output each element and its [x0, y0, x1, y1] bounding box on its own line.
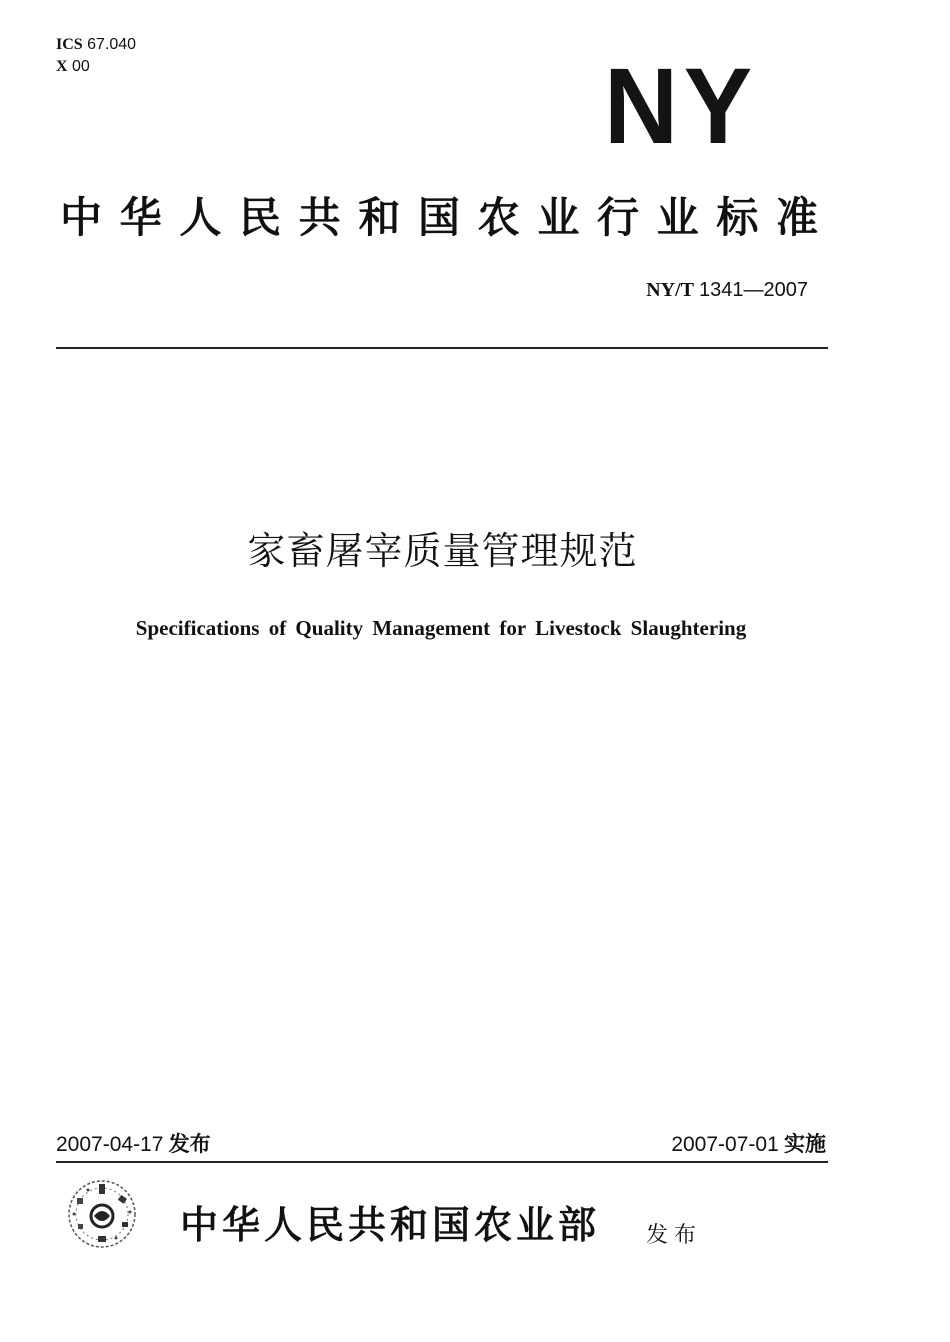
document-title-chinese: 家畜屠宰质量管理规范 [247, 529, 638, 573]
ics-label: ICS [56, 36, 83, 53]
standard-mark: NY [604, 45, 758, 166]
standard-code-prefix: NY/T [646, 279, 695, 301]
issue-date-line [56, 1128, 211, 1158]
effective-date-line [671, 1128, 826, 1158]
effective-date: 2007-07-01 [671, 1133, 779, 1156]
issue-word: 发布 [168, 1132, 211, 1156]
standard-category-title: 中华人民共和国农业行业标准 [60, 193, 820, 242]
publish-word: 发布 [646, 1223, 703, 1248]
standard-code-number: 1341—2007 [699, 279, 808, 301]
ics-line [56, 34, 136, 56]
issuing-ministry: 中华人民共和国农业部 [180, 1202, 601, 1247]
ics-code: 67.040 [87, 36, 137, 53]
issue-date: 2007-04-17 [56, 1133, 164, 1156]
classification-codes [56, 34, 136, 78]
class-line [56, 56, 136, 78]
document-title-english: Specifications of Quality Management for Livestock Slaughtering [135, 616, 747, 640]
bottom-divider [56, 1161, 828, 1163]
class-label: X [56, 58, 68, 75]
top-divider [56, 347, 828, 349]
standard-code [646, 279, 808, 302]
effective-word: 实施 [784, 1132, 826, 1156]
ministry-emblem-icon [64, 1176, 140, 1252]
class-code: 00 [72, 58, 90, 75]
